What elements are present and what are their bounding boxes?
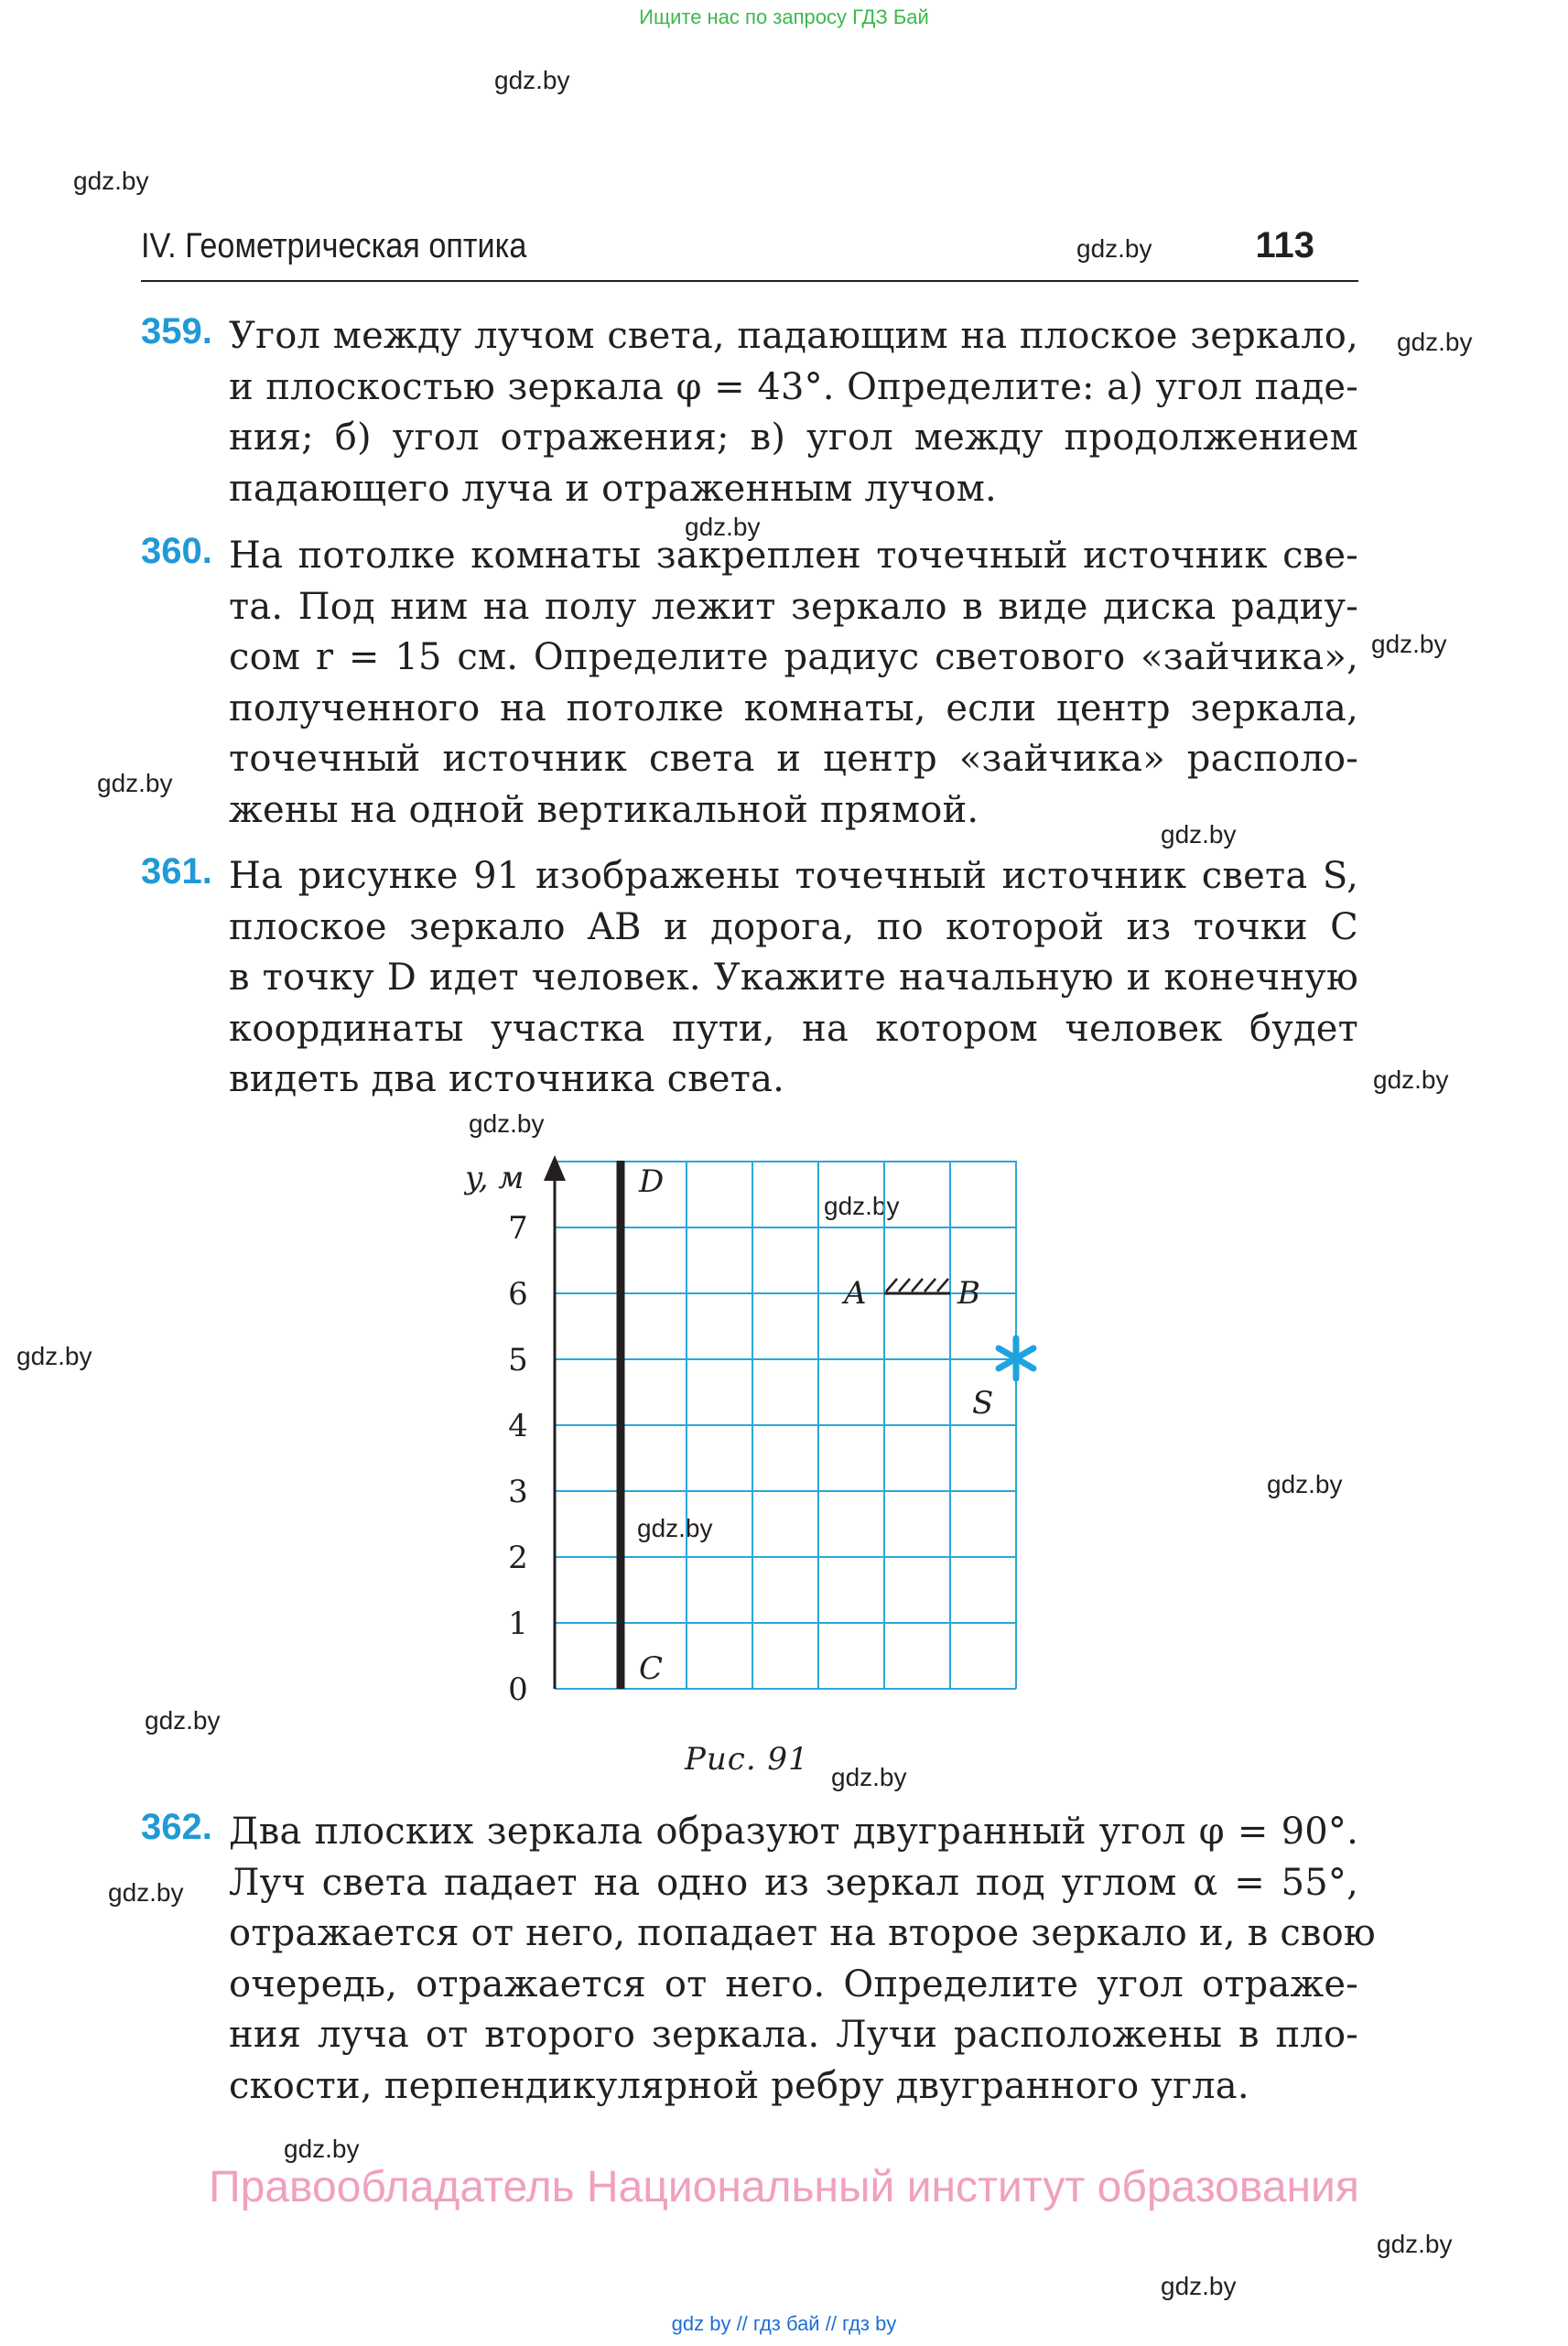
chapter-title: IV. Геометрическая оптика [141,227,527,265]
y-tick-label: 6 [508,1276,528,1313]
watermark: gdz.by [494,66,570,94]
text-line: сом r = 15 см. Определите радиус светового «зайчика», [229,636,1358,678]
mirror-ab [884,1279,950,1293]
problem-number: 362. [141,1807,212,1847]
watermark: gdz.by [637,1514,713,1542]
problem-text [229,531,1358,836]
watermark: gdz.by [1397,328,1473,356]
y-tick-label: 0 [508,1671,528,1708]
label-s: S [972,1385,994,1422]
copyright-owner: Правообладатель Национальный институт образования [209,2163,1359,2211]
problem-number: 361. [141,851,212,892]
text-line: жены на одной вертикальной прямой. [229,788,979,831]
y-tick-label: 5 [508,1342,528,1378]
problem-text [229,851,1358,1106]
text-line: полученного на потолке комнаты, если центр зеркала, [229,687,1358,730]
text-line: отражается от него, попадает на второе зеркало и, в свою [229,1912,1376,1954]
problem-text [229,311,1358,514]
watermark: gdz.by [1161,2272,1237,2300]
watermark: gdz.by [97,769,173,797]
label-d: D [639,1163,665,1200]
y-axis-label: y, м [465,1160,524,1196]
text-line: точечный источник света и центр «зайчика» располо- [229,738,1358,780]
y-tick-labels [508,1210,528,1708]
watermark: gdz.by [1371,630,1447,658]
text-line: очередь, отражается от него. Определите угол отраже- [229,1962,1358,2005]
y-tick-label: 4 [508,1408,528,1444]
y-tick-label: 7 [508,1210,528,1247]
bottom-links[interactable]: gdz by // гдз бай // гдз by [671,2312,897,2335]
page-number: 113 [1255,225,1314,265]
text-line: Два плоских зеркала образуют двугранный угол φ = 90°. [229,1811,1358,1853]
watermark: gdz.by [108,1878,184,1907]
text-line: видеть два источника света. [229,1058,785,1100]
watermark: gdz.by [284,2135,360,2163]
text-line: На рисунке 91 изображены точечный источник света S, [229,855,1358,897]
text-line: та. Под ним на полу лежит зеркало в виде диска радиу- [229,585,1358,628]
label-a: A [844,1275,867,1312]
text-line: скости, перпендикулярной ребру двугранного угла. [229,2064,1249,2107]
y-tick-label: 2 [508,1540,528,1576]
text-line: Луч света падает на одно из зеркал под углом α = 55°, [229,1861,1358,1904]
y-tick-label: 3 [508,1474,528,1510]
text-line: Угол между лучом света, падающим на плоское зеркало, [229,315,1358,357]
watermark: gdz.by [73,167,149,195]
label-c: C [639,1650,664,1687]
text-line: На потолке комнаты закреплен точечный источник све- [229,535,1358,577]
text-line: падающего луча и отраженным лучом. [229,467,997,510]
text-line: и плоскостью зеркала φ = 43°. Определите: а) угол паде- [229,365,1358,408]
watermark: gdz.by [824,1192,900,1220]
figure-caption: Рис. 91 [685,1741,809,1778]
watermark: gdz.by [831,1763,907,1791]
watermark: gdz.by [145,1706,221,1735]
text-line: ния; б) угол отражения; в) угол между продолжением [229,416,1358,459]
page-header [141,227,1358,282]
problem-text [229,1807,1376,2112]
text-line: ния луча от второго зеркала. Лучи расположены в пло- [229,2014,1358,2056]
figure-91 [449,1144,1053,1730]
y-axis-arrow [544,1155,566,1181]
watermark: gdz.by [469,1109,545,1138]
watermark: gdz.by [1267,1470,1343,1498]
header-watermark: gdz.by [1076,234,1152,263]
text-line: в точку D идет человек. Укажите начальную и конечную [229,957,1358,999]
label-b: B [957,1275,980,1312]
watermark: gdz.by [1161,820,1237,849]
watermark: gdz.by [1377,2230,1453,2258]
text-line: координаты участка пути, на котором человек будет [229,1007,1358,1050]
problem-number: 360. [141,531,212,571]
problem-number: 359. [141,311,212,351]
watermark: gdz.by [1373,1065,1449,1094]
watermark: gdz.by [685,513,761,541]
text-line: плоское зеркало AB и дорога, по которой из точки C [229,905,1358,948]
top-banner: Ищите нас по запросу ГДЗ Бай [639,5,929,28]
watermark: gdz.by [16,1342,92,1370]
y-tick-label: 1 [508,1605,528,1642]
